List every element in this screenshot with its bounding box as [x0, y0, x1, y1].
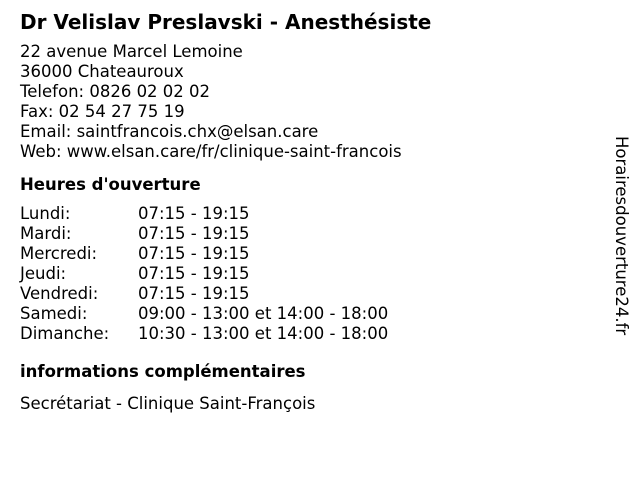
hours-day: Dimanche: — [20, 324, 110, 343]
page-title: Dr Velislav Preslavski - Anesthésiste — [20, 10, 432, 34]
hours-time: 07:15 - 19:15 — [138, 204, 250, 223]
listing-content — [20, 10, 600, 414]
hours-day: Jeudi: — [20, 264, 67, 283]
email-address: Email: saintfrancois.chx@elsan.care — [20, 122, 319, 141]
hours-day: Samedi: — [20, 304, 88, 323]
hours-time: 07:15 - 19:15 — [138, 284, 250, 303]
hours-time: 07:15 - 19:15 — [138, 264, 250, 283]
hours-row-mardi — [20, 224, 600, 244]
hours-day: Mercredi: — [20, 244, 98, 263]
hours-time: 07:15 - 19:15 — [138, 244, 250, 263]
hours-row-dimanche — [20, 324, 600, 344]
hours-row-mercredi — [20, 244, 600, 264]
hours-row-vendredi — [20, 284, 600, 304]
info-heading: informations complémentaires — [20, 362, 306, 381]
hours-time: 09:00 - 13:00 et 14:00 - 18:00 — [138, 304, 389, 323]
hours-heading: Heures d'ouverture — [20, 175, 201, 194]
phone-number: Telefon: 0826 02 02 02 — [20, 82, 211, 101]
side-watermark: Horairesdouverture24.fr — [612, 136, 631, 336]
website-address: Web: www.elsan.care/fr/clinique-saint-francois — [20, 142, 402, 161]
address-city: 36000 Chateauroux — [20, 62, 184, 81]
hours-day: Mardi: — [20, 224, 72, 243]
fax-number: Fax: 02 54 27 75 19 — [20, 102, 185, 121]
hours-row-samedi — [20, 304, 600, 324]
info-text: Secrétariat - Clinique Saint-François — [20, 394, 316, 413]
hours-time: 07:15 - 19:15 — [138, 224, 250, 243]
hours-row-lundi — [20, 204, 600, 224]
hours-day: Vendredi: — [20, 284, 99, 303]
hours-row-jeudi — [20, 264, 600, 284]
hours-time: 10:30 - 13:00 et 14:00 - 18:00 — [138, 324, 389, 343]
hours-table — [20, 204, 600, 344]
hours-day: Lundi: — [20, 204, 71, 223]
contact-block — [20, 42, 600, 162]
address-street: 22 avenue Marcel Lemoine — [20, 42, 243, 61]
